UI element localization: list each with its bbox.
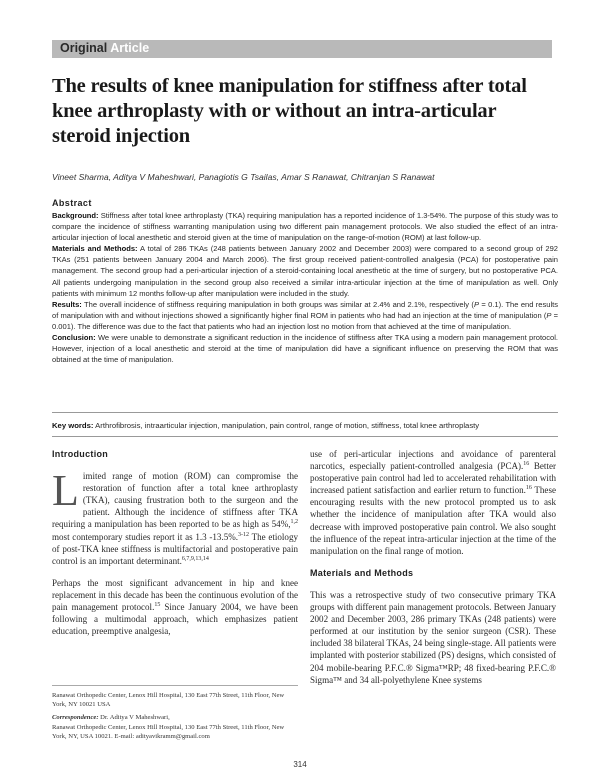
- intro-p3-c: These encouraging results with the new protocol prompted us to ask whether the incidence of manipulation after TKA would also decrease with improved postoperative pain control. We also sought the influence of the repeat intra-articular injection at the time of the manipulation on the final range of motion.: [310, 485, 556, 556]
- methods-text: A total of 286 TKAs (248 patients between January 2002 and December 2003) were compared to a second group of 292 TKAs (251 patients between January 2004 and March 2006). The first group received patient-controlled analgesia (PCA) for postoperative pain management. The second group had a peri-articular injection of a steroid-containing local anesthetic at the time of surgery, but no postoperative PCA. All patients undergoing manipulation in the second group also received a similar intra-articular injection at the time of manipulation as well. Only patients with minimum 12 months follow-up after manipulation were included in the study.: [52, 244, 558, 298]
- abstract-conclusion: [52, 332, 558, 365]
- introduction-heading: Introduction: [52, 449, 109, 459]
- abstract-heading: Abstract: [52, 198, 92, 208]
- intro-paragraph-3: [310, 448, 556, 557]
- results-text-c: = 0.001). The difference was due to the fact that patients who had an injection lost no motion from that achieved at the time of manipulation.: [52, 310, 558, 331]
- results-text-b: = 0.1). The end results of manipulation with and without injections showed a significantly higher final ROM in patients who had had an injection at the time of manipulation (: [52, 299, 558, 320]
- author-list: Vineet Sharma, Aditya V Maheshwari, Panagiotis G Tsailas, Amar S Ranawat, Chitranjan S Ranawat: [52, 172, 435, 182]
- intro-p2-a: Perhaps the most significant advancement in hip and knee replacement in this decade has been the continuous evolution of the pain management protocol.: [52, 577, 298, 613]
- footnote-divider: [52, 685, 298, 686]
- methods-heading: Materials and Methods: [310, 567, 414, 578]
- right-column: [310, 448, 556, 696]
- correspondence-label: Correspondence:: [52, 714, 99, 722]
- intro-p3-a: use of peri-articular injections and avoidance of parenteral narcotics, especially patient-controlled analgesia (PCA).: [310, 449, 556, 472]
- correspondence-address: Ranawat Orthopedic Center, Lenox Hill Hospital, 130 East 77th Street, 11th Floor, New York, NY, USA 10021. E-mail: adityavikramm@gmail.com: [52, 723, 285, 740]
- abstract-results: [52, 299, 558, 332]
- intro-p1-b: most contemporary studies report it as 1.3 -13.5%.: [52, 531, 239, 542]
- footnote: [52, 691, 298, 741]
- citation: 6,7,9,13,14: [181, 555, 209, 562]
- intro-p1-a: imited range of motion (ROM) can compromise the restoration of function after a total knee arthroplasty (TKA), causing frustration both to the surgeon and the patient. Although the incidence of stiffness after TKA requiring a manipulation has been reported to be as high as 54%,: [52, 471, 298, 530]
- intro-p3-b: Better postoperative pain control had led to accelerated rehabilitation with increased patient satisfaction and earlier return to function.: [310, 461, 556, 496]
- keywords: [52, 421, 558, 430]
- citation: 1,2: [290, 519, 298, 526]
- results-p1: P: [473, 299, 479, 309]
- citation: 16: [525, 485, 532, 492]
- article-type-badge: [52, 40, 552, 58]
- correspondence: [52, 713, 298, 722]
- correspondence-name: Dr. Aditya V Maheshwari,: [98, 714, 170, 722]
- methods-paragraph: This was a retrospective study of two consecutive primary TKA groups with different pain management protocols. Between January 2002 and December 2003, 286 primary TKAs (248 patients) were performed at our institution by the senior surgeon (CSR). These included 38 bilateral TKAs, 24 being single-stage. All patients were implanted with posterior stabilized (PS) designs, which consisted of 204 mobile-bearing P.F.C.® Sigma™RP; 48 fixed-bearing P.F.C.® Sigma™ and 34 all-polyethylene Knee systems: [310, 589, 556, 685]
- citation: 15: [154, 602, 161, 609]
- abstract-divider: [52, 412, 558, 413]
- abstract-body: [52, 210, 558, 365]
- intro-paragraph-1: [52, 466, 298, 567]
- badge-original: Original: [60, 41, 108, 55]
- article-title: The results of knee manipulation for stiffness after total knee arthroplasty with or without an intra-articular steroid injection: [52, 75, 527, 147]
- keywords-text: Arthrofibrosis, intraarticular injection, manipulation, pain control, range of motion, stiffness, total knee arthroplasty: [95, 421, 480, 430]
- results-text-a: The overall incidence of stiffness requiring manipulation in both groups was similar at 2.4% and 2.1%, respectively (: [84, 299, 474, 309]
- results-label: Results:: [52, 299, 82, 309]
- background-text: Stiffness after total knee arthroplasty (TKA) requiring manipulation has a reported incidence of 1.3-54%. The purpose of this study was to compare the incidence of stiffness warranting manipulation using two different pain management protocols. We also studied the effect of an intra-articular injection of local anesthetic and steroid given at the time of manipulation on the range-of-motion (ROM) at last follow-up.: [52, 211, 558, 243]
- page-number: 314: [293, 760, 307, 769]
- abstract-methods: [52, 243, 558, 298]
- citation: 16: [523, 461, 530, 468]
- background-label: Background:: [52, 211, 99, 220]
- keywords-divider: [52, 436, 558, 437]
- drop-cap: L: [52, 466, 79, 516]
- badge-article: Article: [110, 41, 150, 55]
- results-p2: P: [546, 310, 552, 320]
- abstract-background: [52, 210, 558, 243]
- intro-paragraph-2: [52, 577, 298, 637]
- intro-p1-c: The etiology of post-TKA knee stiffness is multifactorial and postoperative pain control is an important determinant.: [52, 531, 298, 566]
- citation: 3-12: [238, 531, 250, 538]
- keywords-label: Key words:: [52, 421, 94, 430]
- conclusion-label: Conclusion:: [52, 333, 96, 343]
- affiliation: Ranawat Orthopedic Center, Lenox Hill Hospital, 130 East 77th Street, 11th Floor, New York, NY 10021 USA: [52, 692, 285, 709]
- conclusion-text: We were unable to demonstrate a significant reduction in the incidence of stiffness after TKA using a modern pain management protocol. However, injection of a local anesthetic and steroid at the time of manipulation did have a significant influence on preserving the ROM that was obtained at the time of manipulation.: [52, 333, 558, 365]
- intro-p2-b: Since January 2004, we have been following a multimodal approach, which emphasizes patient education, preemptive analgesia,: [52, 602, 298, 637]
- methods-label: Materials and Methods:: [52, 244, 138, 254]
- left-column: [52, 448, 298, 647]
